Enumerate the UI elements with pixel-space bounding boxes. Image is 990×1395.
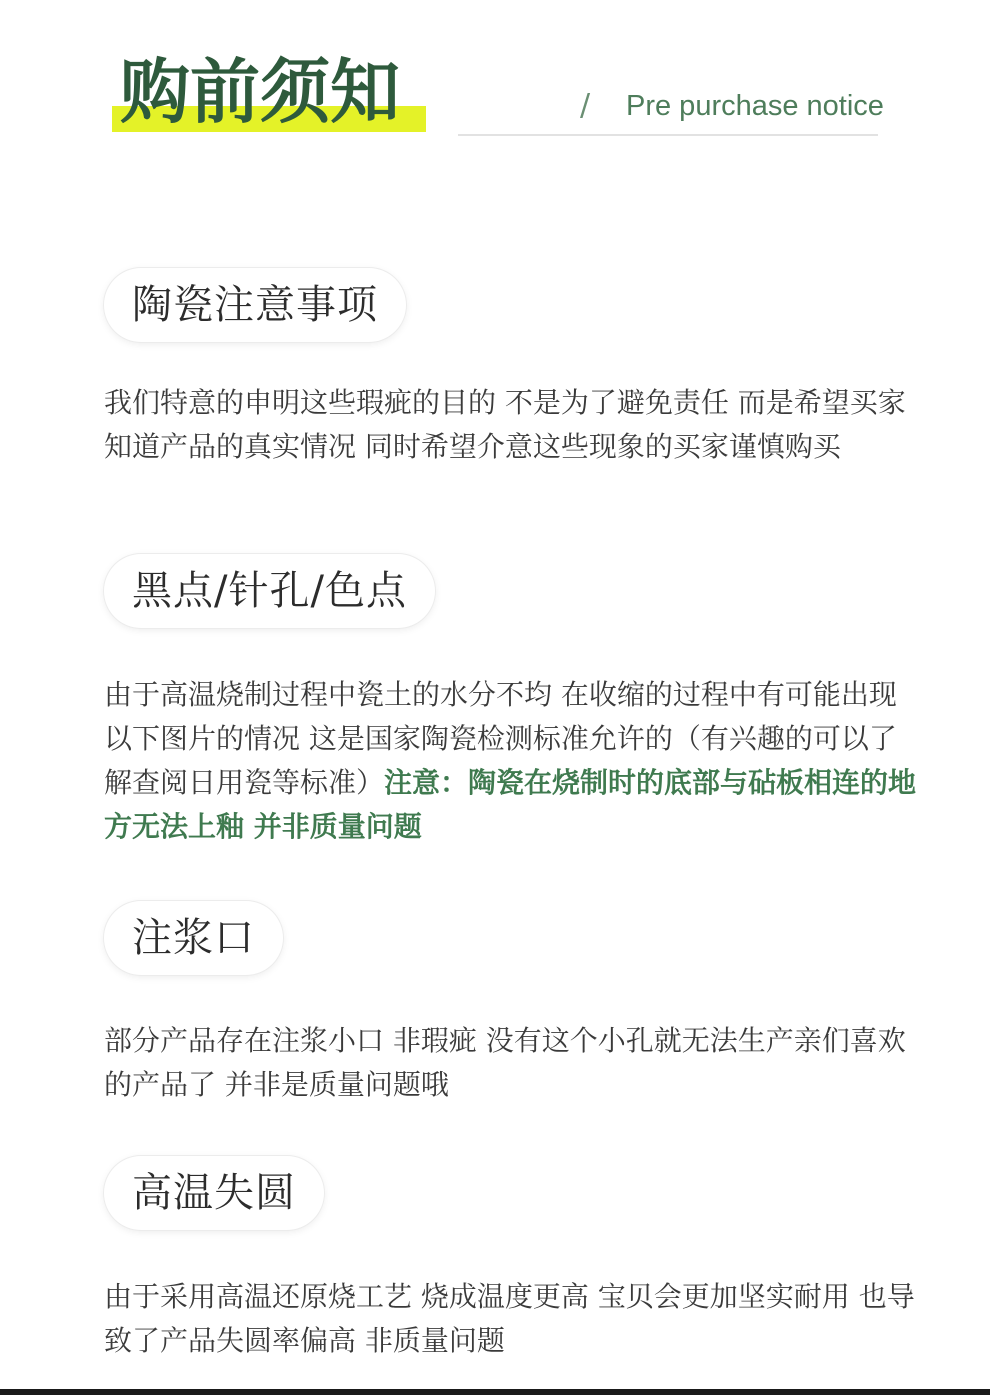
section-body-ceramic-notes [104,381,924,469]
header-divider [458,134,878,136]
section-body-high-temp-deformation [104,1275,924,1363]
section-heading-high-temp-deformation [104,1156,324,1230]
page-subtitle: Pre purchase notice [626,90,884,122]
bottom-edge-bar [0,1389,990,1395]
section-heading-grouting-hole [104,901,283,975]
section-body-text: 我们特意的申明这些瑕疵的目的 不是为了避免责任 而是希望买家知道产品的真实情况 同时希望介意这些现象的买家谨慎购买 [104,386,906,463]
header-slash: / [580,88,591,123]
header-title-block [112,48,430,138]
section-body-grouting-hole [104,1019,924,1107]
section-heading-black-spots [104,554,435,628]
section-note-text: 注意：陶瓷在烧制时的底部与砧板相连的地方无法上釉 并非质量问题 [104,766,917,843]
section-body-text: 由于采用高温还原烧工艺 烧成温度更高 宝贝会更加坚实耐用 也导致了产品失圆率偏高 非质量问题 [104,1280,915,1357]
section-body-text: 由于高温烧制过程中瓷土的水分不均 在收缩的过程中有可能出现以下图片的情况 这是国家陶瓷检测标准允许的（有兴趣的可以了解查阅日用瓷等标准） [104,678,897,799]
section-heading-label: 黑点/针孔/色点 [132,568,407,614]
section-body-black-spots [104,673,924,849]
section-heading-ceramic-notes [104,268,406,342]
page-title: 购前须知 [120,51,400,133]
section-heading-label: 高温失圆 [132,1170,296,1216]
section-heading-label: 注浆口 [132,915,255,961]
section-heading-label: 陶瓷注意事项 [132,282,378,328]
section-body-text: 部分产品存在注浆小口 非瑕疵 没有这个小孔就无法生产亲们喜欢的产品了 并非是质量问题哦 [104,1024,906,1101]
